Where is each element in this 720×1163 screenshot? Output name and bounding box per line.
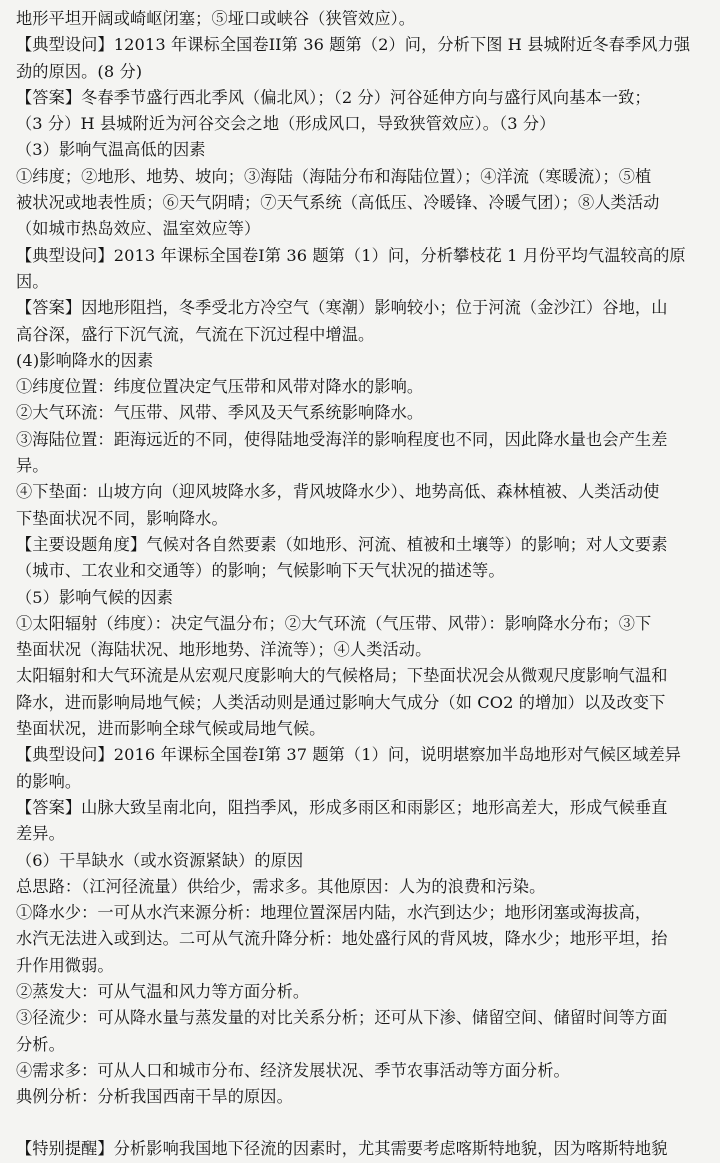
text-line: 典例分析：分析我国西南干旱的原因。: [16, 1087, 293, 1107]
text-line: 下垫面状况不同，影响降水。: [16, 508, 228, 528]
text-line: ①纬度位置：纬度位置决定气压带和风带对降水的影响。: [16, 377, 424, 397]
text-line: 【主要设题角度】气候对各自然要素（如地形、河流、植被和土壤等）的影响；对人文要素: [16, 534, 668, 554]
text-line: ③海陆位置：距海远近的不同，使得陆地受海洋的影响程度也不同，因此降水量也会产生差: [16, 429, 668, 449]
text-line: 【典型设问】2016 年课标全国卷I第 37 题第（1）问，说明堪察加半岛地形对气候区域差异: [16, 745, 682, 765]
section-heading: （5）影响气候的因素: [16, 587, 173, 607]
text-line: 降水，进而影响局地气候；人类活动则是通过影响大气成分（如 CO2 的增加）以及改变下: [16, 692, 666, 712]
text-line: 因。: [16, 271, 49, 291]
text-line: ④需求多：可从人口和城市分布、经济发展状况、季节农事活动等方面分析。: [16, 1060, 570, 1080]
text-line: 【特别提醒】分析影响我国地下径流的因素时，尤其需要考虑喀斯特地貌，因为喀斯特地貌: [16, 1139, 668, 1159]
text-line: 【答案】山脉大致呈南北向，阻挡季风，形成多雨区和雨影区；地形高差大，形成气候垂直: [16, 797, 668, 817]
text-line: ②大气环流：气压带、风带、季风及天气系统影响降水。: [16, 403, 424, 423]
text-line: 被状况或地表性质；⑥天气阴晴；⑦天气系统（高低压、冷暖锋、冷暖气团）；⑧人类活动: [16, 193, 660, 213]
text-line: 总思路：（江河径流量）供给少，需求多。其他原因：人为的浪费和污染。: [16, 876, 546, 896]
section-heading: (4)影响降水的因素: [16, 350, 154, 370]
text-line: 异。: [16, 456, 49, 476]
text-line: 【答案】因地形阻挡，冬季受北方冷空气（寒潮）影响较小；位于河流（金沙江）谷地，山: [16, 298, 668, 318]
text-line: 地形平坦开阔或崎岖闭塞；⑤垭口或峡谷（狭管效应）。: [16, 9, 416, 28]
text-line: 【答案】冬春季节盛行西北季风（偏北风）；（2 分）河谷延伸方向与盛行风向基本一致；: [16, 87, 651, 107]
section-heading: （3）影响气温高低的因素: [16, 140, 206, 160]
text-line: ①纬度；②地形、地势、坡向；③海陆（海陆分布和海陆位置）；④洋流（寒暖流）；⑤植: [16, 166, 652, 186]
text-line: 的影响。: [16, 771, 82, 791]
text-line: 垫面状况，进而影响全球气候或局地气候。: [16, 719, 326, 739]
text-line: ②蒸发大：可从气温和风力等方面分析。: [16, 981, 310, 1001]
text-line: （如城市热岛效应、温室效应等）: [16, 219, 261, 239]
text-line: ④下垫面：山坡方向（迎风坡降水多，背风坡降水少）、地势高低、森林植被、人类活动使: [16, 482, 660, 502]
blank-line: [16, 1110, 706, 1136]
text-line: （城市、工农业和交通等）的影响；气候影响下天气状况的描述等。: [16, 561, 505, 581]
section-heading: （6）干旱缺水（或水资源紧缺）的原因: [16, 850, 304, 870]
text-line: 【典型设问】12013 年课标全国卷II第 36 题第（2）问，分析下图 H 县城附近冬春季风力强: [16, 35, 691, 55]
text-line: 高谷深，盛行下沉气流，气流在下沉过程中增温。: [16, 324, 375, 344]
text-line: ③径流少：可从降水量与蒸发量的对比关系分析；还可从下渗、储留空间、储留时间等方面: [16, 1008, 668, 1028]
text-line: （3 分）H 县城附近为河谷交会之地（形成风口，导致狭管效应）。（3 分）: [16, 114, 556, 134]
text-line: 【典型设问】2013 年课标全国卷I第 36 题第（1）问，分析攀枝花 1 月份平均气温较高的原: [16, 245, 686, 265]
text-line: 太阳辐射和大气环流是从宏观尺度影响大的气候格局；下垫面状况会从微观尺度影响气温和: [16, 666, 668, 686]
text-line: 劲的原因。(8 分): [16, 61, 143, 81]
text-line: 分析。: [16, 1034, 65, 1054]
text-line: ①降水少：一可从水汽来源分析：地理位置深居内陆，水汽到达少；地形闭塞或海拔高，: [16, 903, 652, 923]
text-line: 升作用微弱。: [16, 955, 114, 975]
text-line: 差异。: [16, 824, 65, 844]
text-line: 水汽无法进入或到达。二可从气流升降分析：地处盛行风的背风坡，降水少；地形平坦，抬: [16, 929, 668, 949]
text-line: 垫面状况（海陆状况、地形地势、洋流等）；④人类活动。: [16, 640, 432, 660]
text-line: ①太阳辐射（纬度）：决定气温分布；②大气环流（气压带、风带）：影响降水分布；③下: [16, 613, 652, 633]
